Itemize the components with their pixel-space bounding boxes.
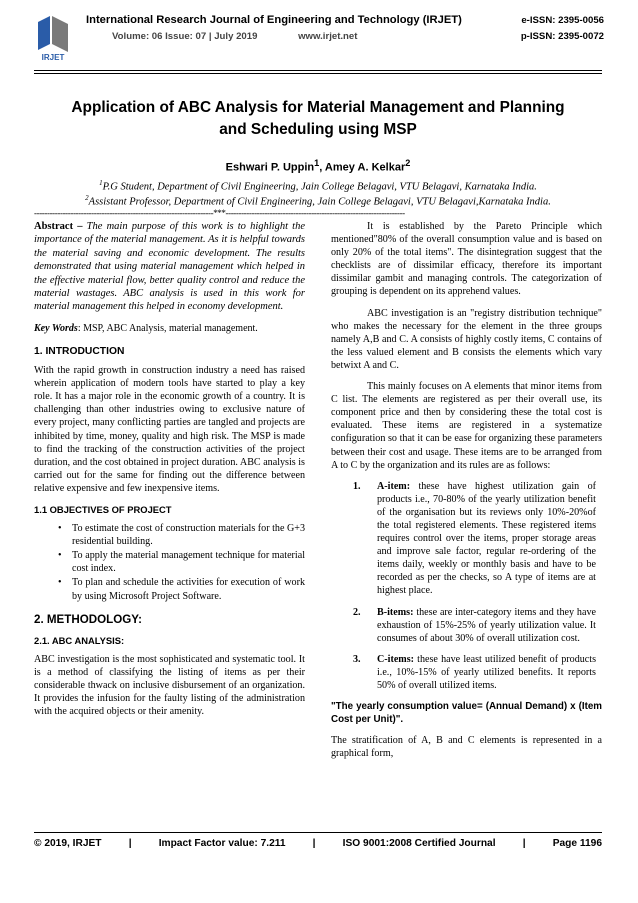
intro-text: With the rapid growth in construction industry a need has raised wherein application of modern tools have started to play a key role. It has a major role in the economic growth of a country. It is challenging than other industries owing to exclusive nature of every project, many conflicting parties are tangled and projects are inhibited by time, money, quality and high risk. The MSP is made to find the tracking of the construction activities of the project duration, and the cost obtained in project duration. ABC analysis is carried out for the same for finding out the difference between relative expensive and few inexpensive items. bbox=[34, 365, 305, 494]
item-number: 3. bbox=[353, 653, 361, 665]
objective-text: To estimate the cost of construction materials for the G+3 residential building. bbox=[72, 523, 305, 548]
header-rule-2 bbox=[34, 73, 602, 74]
list-item bbox=[331, 606, 602, 645]
abstract-text: The main purpose of this work is to highlight the importance of the material management. As it is helpful towards the material saving and economic development. The results demonstrated that using material management which helped in the effective material flow, better quality control and reduce the material wastages. ABC analysis is used in this work for material management this helped in economy development. bbox=[34, 221, 305, 313]
author-sep: , bbox=[319, 161, 325, 174]
abstract-label: Abstract – bbox=[34, 221, 83, 232]
a-elements-paragraph: This mainly focuses on A elements that minor items from C list. The elements are registered as per their overall use, its component price and then by considering these the total cost is evaluated. These items are registered in a systematize configuration so that it can be ease for organizing these parameters between their cost and usage. These items are to be arranged from A to C by the organization and its rules are as follows: bbox=[331, 381, 602, 471]
list-item bbox=[58, 549, 305, 575]
footer-sep: | bbox=[312, 838, 316, 849]
paper-title bbox=[34, 97, 602, 141]
journal-name: International Research Journal of Engineering and Technology (IRJET) bbox=[86, 14, 462, 26]
p-issn: p-ISSN: 2395-0072 bbox=[520, 31, 604, 42]
intro-heading: 1. INTRODUCTION bbox=[34, 345, 125, 357]
list-item bbox=[331, 653, 602, 692]
title-line-2: and Scheduling using MSP bbox=[219, 121, 417, 138]
bullet-icon: • bbox=[58, 523, 62, 535]
stratification-text: The stratification of A, B and C elements is represented in a graphical form, bbox=[331, 735, 602, 760]
affiliation-1 bbox=[34, 179, 602, 193]
item-label: B-items: bbox=[377, 606, 414, 618]
left-column bbox=[34, 220, 305, 726]
footer-sep: | bbox=[128, 838, 132, 849]
item-text: these have least utilized benefit of products i.e., 10%-15% of yearly utilized benefits. It reports 50% of overall utilized items. bbox=[377, 653, 596, 691]
page-number: Page 1196 bbox=[552, 838, 602, 849]
affiliation-2-sup: 2 bbox=[85, 194, 89, 202]
bullet-icon: • bbox=[58, 577, 62, 589]
item-text: these are inter-category items and they have exhaustion of 15%-25% of yearly utilization value. It consumes of about 30% of overall utilization cost. bbox=[377, 606, 596, 644]
pareto-paragraph: It is established by the Pareto Principle which mentioned"80% of the overall consumption value and is based on only 20% of the total items". The disintegration suggest that the checklists are of dissimilar efficacy, therefore its important dissimilar gambit and managing controls. The categorization of grouping is dependent on its apprehend values. bbox=[331, 221, 602, 298]
abc-text: ABC investigation is the most sophisticated and systematic tool. It is a method of classifying the listing of items as per their considerable thwack on inclusive disbursement of an organization. It provides the infusion for the faulty listing of the administration with the acquired objects or their amenity. bbox=[34, 653, 305, 718]
abc-heading: 2.1. ABC ANALYSIS: bbox=[34, 634, 125, 646]
volume-issue: Volume: 06 Issue: 07 | July 2019 bbox=[112, 31, 258, 42]
footer-sep: | bbox=[522, 838, 526, 849]
list-item bbox=[58, 522, 305, 548]
list-item bbox=[58, 576, 305, 602]
keywords bbox=[34, 322, 305, 335]
header-rule bbox=[34, 70, 602, 71]
item-number: 1. bbox=[353, 480, 361, 492]
affiliation-1-sup: 1 bbox=[99, 179, 103, 187]
title-line-1: Application of ABC Analysis for Material Management and Planning bbox=[71, 99, 565, 116]
affiliation-1-text: P.G Student, Department of Civil Engineering, Jain College Belagavi, VTU Belagavi, Karnataka India. bbox=[102, 181, 537, 193]
issue-meta bbox=[112, 31, 395, 42]
objectives-heading: 1.1 OBJECTIVES OF PROJECT bbox=[34, 503, 172, 515]
right-column bbox=[331, 220, 602, 768]
consumption-formula: "The yearly consumption value= (Annual Demand) x (Item Cost per Unit)". bbox=[331, 701, 602, 726]
item-categories-list bbox=[331, 480, 602, 692]
objectives-list bbox=[34, 522, 305, 603]
impact-factor: Impact Factor value: 7.211 bbox=[158, 838, 286, 849]
author-2: Amey A. Kelkar bbox=[324, 161, 406, 174]
list-item bbox=[331, 480, 602, 598]
item-label: A-item: bbox=[377, 480, 411, 492]
abstract bbox=[34, 220, 305, 314]
section-separator: ---------------------------------------------------------------------***--------------------------------------------------------------------- bbox=[34, 208, 405, 218]
iso-certification: ISO 9001:2008 Certified Journal bbox=[342, 838, 496, 849]
e-issn: e-ISSN: 2395-0056 bbox=[521, 15, 604, 26]
author-2-sup: 2 bbox=[405, 158, 411, 168]
affiliation-2 bbox=[34, 194, 602, 208]
footer-rule bbox=[34, 832, 602, 833]
objective-text: To apply the material management technique for material cost index. bbox=[72, 550, 305, 575]
abc-technique-paragraph: ABC investigation is an "registry distribution technique" who makes the necessary for the element in the three groups namely A,B and C. A consists of highly costly items, C contains of the less valued element and B consists the elements which vary betwixt A and C. bbox=[331, 307, 602, 371]
irjet-logo bbox=[34, 14, 72, 62]
website-link[interactable]: www.irjet.net bbox=[298, 31, 358, 42]
item-number: 2. bbox=[353, 606, 361, 618]
author-1-sup: 1 bbox=[314, 158, 320, 168]
authors bbox=[34, 158, 602, 174]
journal-header bbox=[34, 10, 604, 68]
keywords-label: Key Words bbox=[34, 322, 78, 334]
objective-text: To plan and schedule the activities for execution of work by using Microsoft Project Software. bbox=[72, 577, 305, 602]
methodology-heading: 2. METHODOLOGY: bbox=[34, 612, 142, 626]
affiliation-2-text: Assistant Professor, Department of Civil Engineering, Jain College Belagavi, VTU Belagavi,Karnataka India. bbox=[88, 196, 551, 208]
keywords-text: : MSP, ABC Analysis, material management. bbox=[77, 322, 258, 334]
item-text: these have highest utilization gain of products i.e., 70-80% of the yearly utilization benefit of the organisation but its reviews only 10%-20%of the total registered elements. These registered items requires control over the items, proper storage areas and improve sale factor, regular re-ordering of the items daily, weekly or monthly basis and have to be recorded as per the checks, so A type of items are at highest place. bbox=[377, 480, 596, 597]
bullet-icon: • bbox=[58, 550, 62, 562]
svg-text:IRJET: IRJET bbox=[41, 53, 65, 62]
copyright: © 2019, IRJET bbox=[34, 838, 102, 849]
item-label: C-items: bbox=[377, 653, 414, 665]
author-1: Eshwari P. Uppin bbox=[225, 161, 315, 174]
page-footer bbox=[34, 838, 602, 849]
